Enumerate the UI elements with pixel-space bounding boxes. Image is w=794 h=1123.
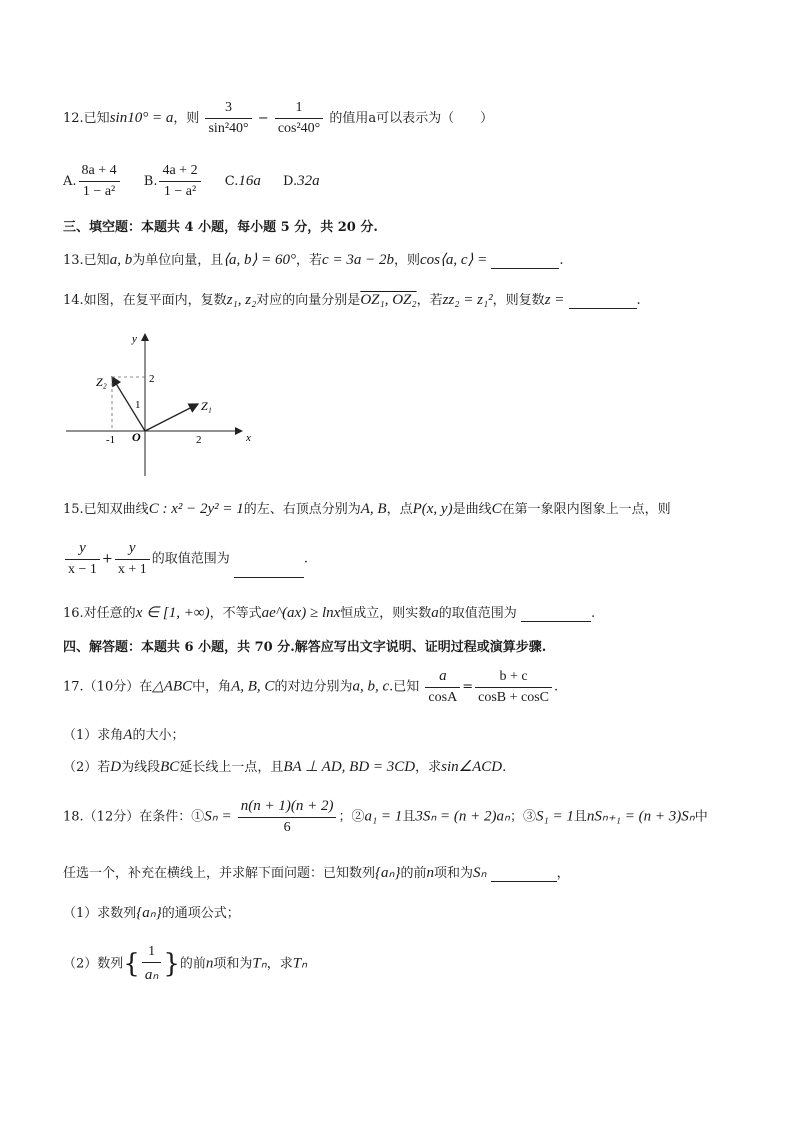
x-axis-label: x	[246, 432, 251, 444]
question-18: 18.（12分）在条件：①Sₙ = $\frac{n(n + 1)(n + 2)}{6}$ ；②a₁ = 1且3Sₙ = (n + 2)aₙ；③S₁ = 1且nSₙ₊₁ = (n + 3)Sₙ中	[63, 798, 708, 835]
vector-oz1	[145, 404, 198, 431]
fraction: $\frac{4a + 2}{\text{1 − a²}}$	[159, 163, 200, 200]
brace-left: {	[123, 949, 140, 979]
question-13: 13.已知a, b为单位向量，且⟨a, b⟩ = 60°，若c = 3a − 2b，则cos⟨a, c⟩ = .	[63, 252, 564, 268]
question-15-line2: $\frac{y}{x - 1}$ + $\frac{y}{x + 1}$ 的取值范围为 .	[63, 540, 308, 578]
question-18-part2: （2）数列{ $\frac{1}{\text{aₙ}}$ }的前n项和为Tₙ，求Tₙ	[63, 944, 308, 983]
fraction: $\frac{n(n + 1)(n + 2)}{6}$	[238, 798, 337, 836]
option-d: D.32a	[282, 173, 320, 189]
y-tick-label: 2	[149, 373, 155, 385]
fraction: $\frac{b + c}{\cos B + \cos C}$	[475, 669, 552, 706]
section-heading-4: 四、解答题：本题共 6 小题，共 70 分.解答应写出文字说明、证明过程或演算步骤.	[63, 640, 547, 655]
answer-blank	[521, 621, 591, 622]
brace-right: }	[163, 949, 180, 979]
fraction: $\frac{y}{x - 1}$	[65, 540, 100, 578]
question-12: 12.已知sin10° = a，则 $\frac{3}{\text{sin²40°}}$ − $\frac{1}{\text{cos²40°}}$ 的值用a可以表示为（ ）	[63, 100, 494, 136]
question-16: 16.对任意的x ∈ [1, +∞)，不等式ae^(ax) ≥ lnx恒成立，则实数a的取值范围为 .	[63, 605, 596, 621]
x-tick-label: 2	[196, 434, 202, 446]
y-tick-label: 1	[135, 399, 141, 411]
question-15: 15.已知双曲线C : x² − 2y² = 1的左、右顶点分别为A, B，点P(x, y)是曲线C在第一象限内图象上一点，则	[63, 501, 671, 517]
question-12-options	[63, 163, 338, 200]
option-c: C.16a	[224, 173, 261, 189]
question-17: 17.（10分）在△ABC中，角A, B, C的对边分别为a, b, c.已知 $\frac{a}{\cos A}$ = $\frac{b + c}{\cos B + \cos C}$ .	[63, 668, 559, 705]
question-18-line2: 任选一个，补充在横线上，并求解下面问题：已知数列{aₙ}的前n项和为Sₙ ，	[63, 865, 570, 881]
fraction: $\frac{1}{\text{cos²40°}}$	[275, 100, 323, 137]
option-a: A. $\frac{8a + 4}{\text{1 − a²}}$	[63, 163, 122, 200]
option-b: B. $\frac{4a + 2}{\text{1 − a²}}$	[144, 163, 203, 200]
complex-plane-figure	[60, 328, 260, 480]
y-axis-label: y	[132, 333, 137, 345]
fraction: $\frac{y}{x + 1}$	[115, 540, 150, 578]
z2-label: Z₂	[96, 375, 107, 389]
question-17-part1: （1）求角A的大小；	[63, 727, 185, 743]
x-tick-label: -1	[106, 434, 116, 446]
fraction: $\frac{a}{\cos A}$	[425, 668, 460, 706]
answer-blank	[491, 268, 559, 269]
answer-blank	[491, 881, 557, 882]
answer-blank	[569, 308, 637, 309]
fraction: $\frac{8a + 4}{\text{1 − a²}}$	[79, 163, 120, 200]
question-14: 14.如图，在复平面内，复数z₁, z₂对应的向量分别是OZ₁, OZ₂，若zz₂ = z₁²，则复数z = .	[63, 292, 641, 308]
z1-label: Z₁	[201, 399, 212, 413]
origin-label: O	[132, 430, 141, 444]
fraction: $\frac{1}{\text{aₙ}}$	[142, 944, 161, 984]
fraction: $\frac{3}{\text{sin²40°}}$	[205, 100, 251, 137]
question-18-part1: （1）求数列{aₙ}的通项公式；	[63, 905, 240, 921]
section-heading-3: 三、填空题：本题共 4 小题，每小题 5 分，共 20 分.	[63, 220, 378, 235]
question-17-part2: （2）若D为线段BC延长线上一点，且BA ⊥ AD, BD = 3CD，求sin∠ACD.	[63, 759, 507, 775]
answer-blank	[234, 577, 304, 578]
